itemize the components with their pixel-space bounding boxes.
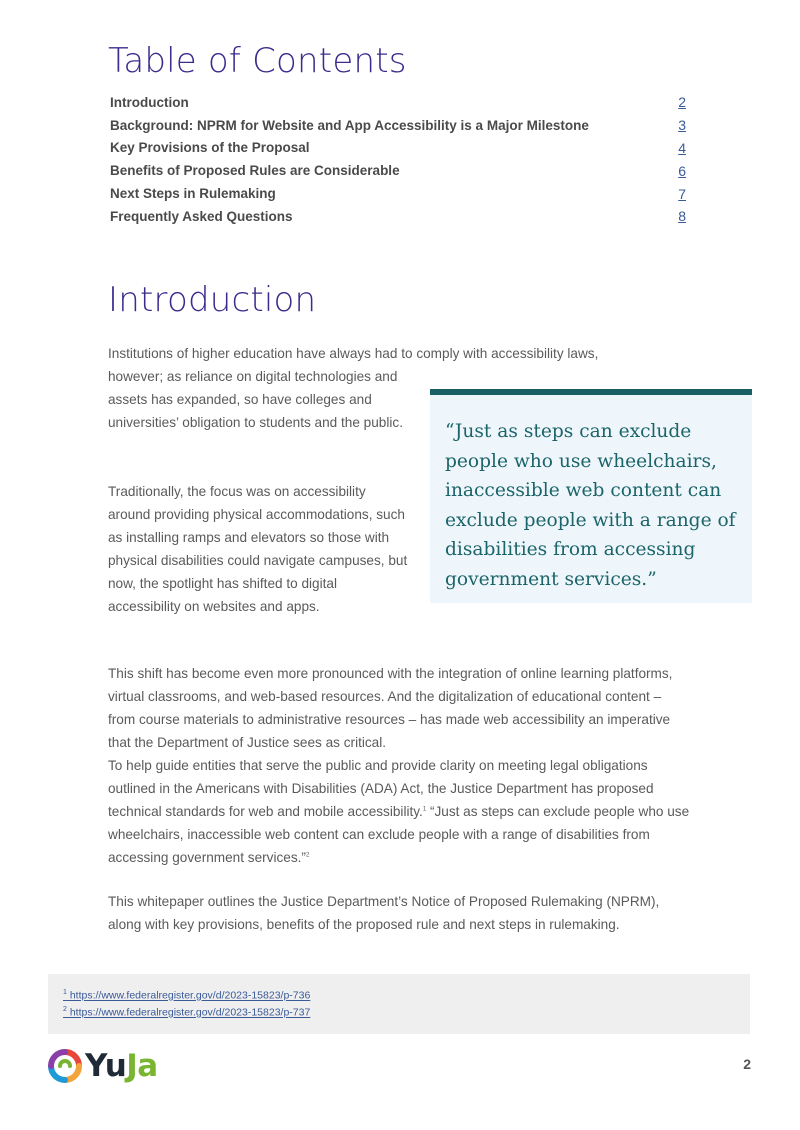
toc-entry-label: Introduction [110,94,189,110]
yuja-wordmark: YuJa [85,1048,158,1084]
intro-paragraph-5: This whitepaper outlines the Justice Department’s Notice of Proposed Rulemaking (NPRM), along with key provisions, benefits of the proposed rule and next steps in rulemaking. [108,894,660,932]
toc-entry[interactable] [110,137,686,160]
footnote-number: 2 [63,1006,67,1013]
toc-page-link[interactable]: 6 [678,162,686,179]
paragraph-4-text: To help guide entities that serve the public and provide clarity on meeting legal obligations outlined in the Americans with Disabilities (ADA) Act, the Justice Department has proposed technical standards for web and mobile accessibility. [108,758,654,819]
introduction-heading: Introduction [108,280,317,320]
table-of-contents [110,91,686,228]
yuja-logo [48,1047,158,1085]
toc-entry[interactable] [110,91,686,114]
intro-paragraph-1-line1: Institutions of higher education have always had to comply with accessibility laws, [108,346,599,361]
toc-page-link[interactable]: 8 [678,208,686,225]
footnote-url[interactable]: https://www.federalregister.gov/d/2023-15823/p-737 [66,1006,311,1019]
intro-paragraph-1: however; as reliance on digital technologies and assets has expanded, so have colleges and universities’ obligation to students and the public. [108,369,403,430]
intro-paragraph-3: This shift has become even more pronounced with the integration of online learning platforms, virtual classrooms, and web-based resources. And the digitalization of educational content – from course materials to administrative resources – has made web accessibility an imperative that the Department of Justice sees as critical. [108,666,673,750]
toc-entry[interactable] [110,205,686,228]
toc-page-link[interactable]: 2 [678,94,686,111]
toc-page-link[interactable]: 4 [678,139,686,156]
intro-paragraph-4 [108,754,692,869]
footnote-link[interactable] [63,989,310,1002]
toc-entry-label: Frequently Asked Questions [110,208,293,224]
toc-entry-label: Next Steps in Rulemaking [110,186,276,202]
pull-quote-text: “Just as steps can exclude people who use wheelchairs, inaccessible web content can exclude people with a range of disabilities from accessing government services.” [445,421,736,590]
footnote-link[interactable] [63,1006,310,1019]
toc-entry[interactable] [110,114,686,137]
toc-entry-label: Benefits of Proposed Rules are Considerable [110,163,400,179]
toc-title: Table of Contents [108,41,407,81]
paragraph-4-quote: “Just as steps can exclude people who use wheelchairs, inaccessible web content can exclude people with a range of disabilities from accessing government services.” [108,804,690,865]
intro-paragraph-2: Traditionally, the focus was on accessibility around providing physical accommodations, such as installing ramps and elevators so those with physical disabilities could navigate campuses, but now, the spotlight has shifted to digital accessibility on websites and apps. [108,484,408,614]
toc-entry-label: Background: NPRM for Website and App Accessibility is a Major Milestone [110,117,589,133]
toc-entry[interactable] [110,182,686,205]
footnote-number: 1 [63,989,67,996]
toc-page-link[interactable]: 7 [678,185,686,202]
yuja-swirl-icon [48,1049,82,1083]
toc-page-link[interactable]: 3 [678,117,686,134]
toc-entry-label: Key Provisions of the Proposal [110,140,310,156]
page-number: 2 [743,1056,751,1072]
footnotes-box [48,974,750,1034]
toc-entry[interactable] [110,159,686,182]
pull-quote-box [430,389,752,603]
footnote-ref-1[interactable]: 1 [422,806,427,813]
footnote-url[interactable]: https://www.federalregister.gov/d/2023-15823/p-736 [66,989,311,1002]
footnote-ref-2[interactable]: 2 [305,852,310,859]
